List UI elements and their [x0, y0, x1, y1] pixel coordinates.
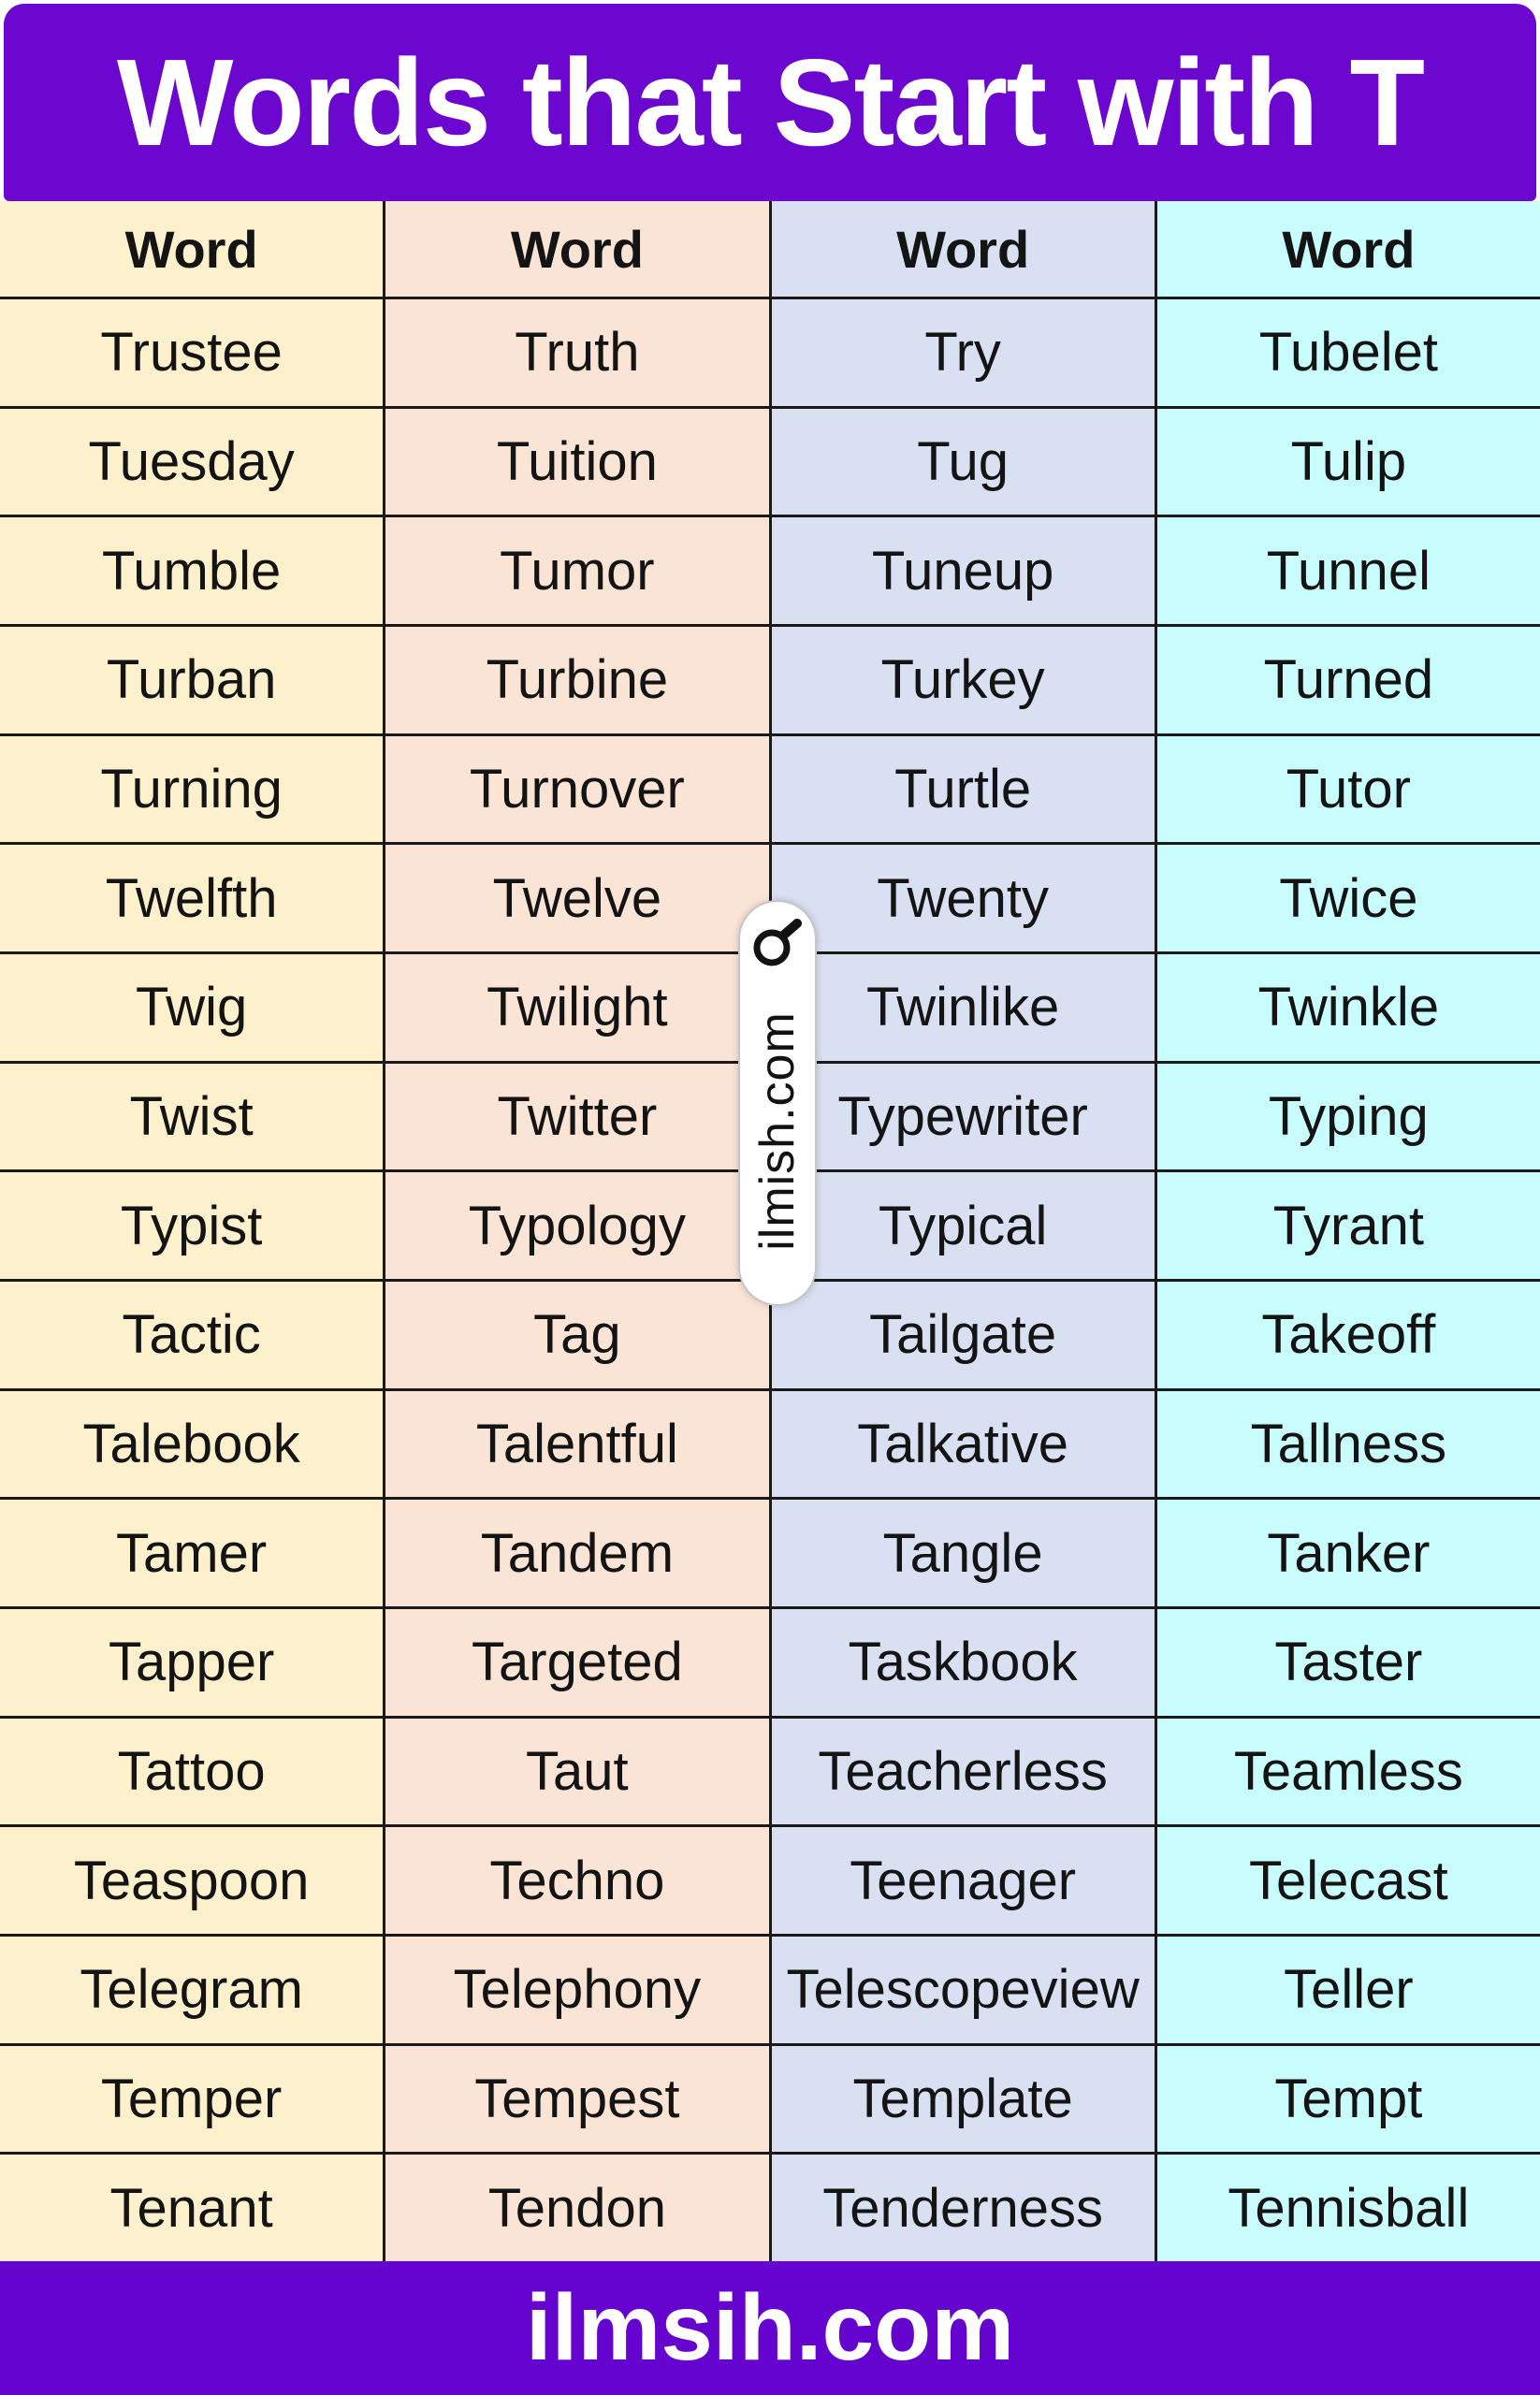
footer-bar: [0, 2261, 1540, 2395]
word-cell: Turban: [0, 627, 383, 736]
word-cell: Twilight: [385, 954, 768, 1064]
word-cell: Tamer: [0, 1500, 383, 1609]
word-cell: Teller: [1157, 1937, 1540, 2046]
word-cell: Telegram: [0, 1937, 383, 2046]
word-cell: Turnover: [385, 736, 768, 846]
word-cell: Takeoff: [1157, 1282, 1540, 1391]
word-cell: Tunnel: [1157, 517, 1540, 627]
word-cell: Tallness: [1157, 1391, 1540, 1501]
word-cell: Turbine: [385, 627, 768, 736]
word-cell: Tendon: [487, 2177, 667, 2239]
word-cell: Techno: [385, 1827, 768, 1937]
word-cell: Taut: [385, 1719, 768, 1828]
word-cell: Tempest: [385, 2046, 768, 2156]
word-cell: Typing: [1157, 1064, 1540, 1173]
word-cell: Twenty: [772, 845, 1155, 954]
word-cell: Tenant: [109, 2177, 273, 2239]
word-cell: Tattoo: [0, 1719, 383, 1828]
word-cell: Tenderness: [822, 2177, 1104, 2239]
word-cell: Tuneup: [772, 517, 1155, 627]
word-cell: Teamless: [1157, 1719, 1540, 1828]
word-cell: Temper: [0, 2046, 383, 2156]
word-cell: Turning: [0, 736, 383, 846]
word-cell: Twinlike: [772, 954, 1155, 1064]
word-column-3: [772, 201, 1157, 2261]
word-cell: Tandem: [385, 1500, 768, 1609]
word-cell: Telescopeview: [772, 1937, 1155, 2046]
word-cell: Teacherless: [772, 1719, 1155, 1828]
word-cell: Tumor: [385, 517, 768, 627]
word-cell: Turtle: [772, 736, 1155, 846]
word-cell: Talkative: [772, 1391, 1155, 1501]
watermark-pill: [738, 900, 817, 1306]
word-cell: Tapper: [0, 1609, 383, 1719]
watermark-text: ilmish.com: [750, 1011, 806, 1251]
word-cell: Twelfth: [0, 845, 383, 954]
word-cell: Try: [772, 299, 1155, 409]
word-cell: Twitter: [385, 1064, 768, 1173]
word-cell: Turned: [1157, 627, 1540, 736]
word-cell: Tuesday: [0, 409, 383, 518]
word-cell: Tangle: [772, 1500, 1155, 1609]
word-cell: Tyrant: [1157, 1172, 1540, 1282]
word-cell: Talebook: [0, 1391, 383, 1501]
page-title: Words that Start with T: [116, 34, 1424, 171]
word-cell: Twist: [0, 1064, 383, 1173]
word-cell: Template: [772, 2046, 1155, 2156]
word-cell: Tennisball: [1228, 2177, 1470, 2239]
word-cell: Typical: [772, 1172, 1155, 1282]
word-cell: Twinkle: [1157, 954, 1540, 1064]
word-cell: Teaspoon: [0, 1827, 383, 1937]
word-cell: Tutor: [1157, 736, 1540, 846]
word-cell: Tactic: [0, 1282, 383, 1391]
word-cell: Twice: [1157, 845, 1540, 954]
word-column-2: [385, 201, 771, 2261]
word-cell: Talentful: [385, 1391, 768, 1501]
title-banner: [4, 4, 1536, 201]
word-cell: Telephony: [385, 1937, 768, 2046]
word-cell: Targeted: [385, 1609, 768, 1719]
word-cell: Taster: [1157, 1609, 1540, 1719]
word-cell: Typewriter: [772, 1064, 1155, 1173]
word-cell: Twig: [0, 954, 383, 1064]
word-cell: Typist: [0, 1172, 383, 1282]
word-cell: Telecast: [1157, 1827, 1540, 1937]
column-header: Word: [385, 201, 768, 299]
word-cell: Typology: [385, 1172, 768, 1282]
magnifier-icon: [750, 917, 805, 971]
word-cell: Trustee: [0, 299, 383, 409]
word-cell: Tanker: [1157, 1500, 1540, 1609]
footer-text: ilmsih.com: [525, 2275, 1015, 2380]
word-cell: Turkey: [772, 627, 1155, 736]
word-column-4: [1157, 201, 1540, 2261]
word-cell: Tumble: [0, 517, 383, 627]
word-cell: Truth: [385, 299, 768, 409]
word-cell: Tuition: [385, 409, 768, 518]
column-header: Word: [772, 201, 1155, 299]
word-cell: Tug: [772, 409, 1155, 518]
word-cell: Tempt: [1157, 2046, 1540, 2156]
word-cell: Twelve: [385, 845, 768, 954]
word-cell: Tubelet: [1157, 299, 1540, 409]
column-header: Word: [1157, 201, 1540, 299]
word-cell: Tailgate: [772, 1282, 1155, 1391]
word-cell: Taskbook: [772, 1609, 1155, 1719]
word-cell: Teenager: [772, 1827, 1155, 1937]
watermark-text-wrap: [740, 971, 815, 1291]
column-header: Word: [0, 201, 383, 299]
word-cell: Tulip: [1157, 409, 1540, 518]
word-column-1: [0, 201, 385, 2261]
word-cell: Tag: [385, 1282, 768, 1391]
